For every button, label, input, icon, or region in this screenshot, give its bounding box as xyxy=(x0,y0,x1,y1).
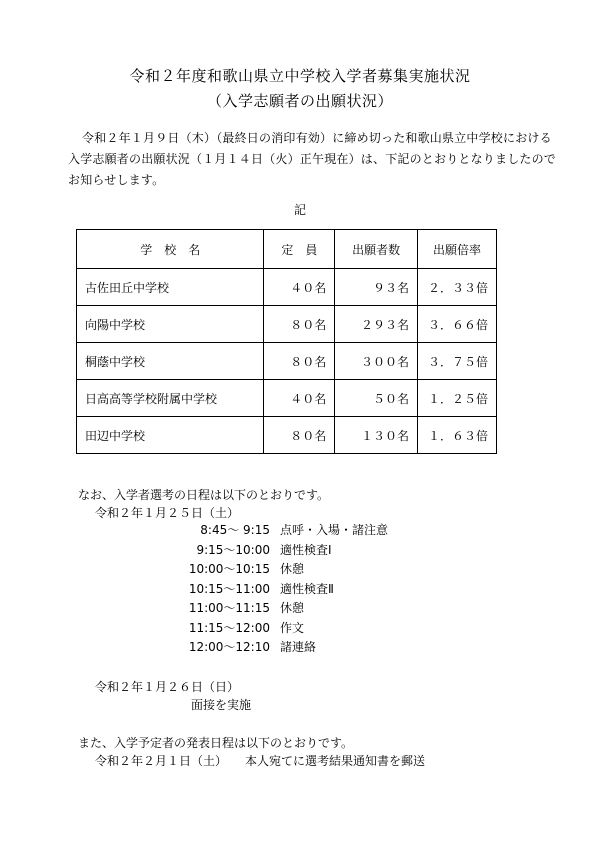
table-row xyxy=(77,417,497,454)
schedule-time: 11:00～11:15 xyxy=(188,601,270,615)
schedule-time: 9:15～10:00 xyxy=(196,542,270,557)
capacity-cell: ４０名 xyxy=(264,269,335,306)
table-row xyxy=(77,306,497,343)
school-name-cell: 日高高等学校附属中学校 xyxy=(77,380,264,417)
table-row xyxy=(77,343,497,380)
ratio-cell: １．６３倍 xyxy=(418,417,497,454)
intro-paragraph xyxy=(68,128,557,191)
ratio-cell: ３．６６倍 xyxy=(418,306,497,343)
schedule-item xyxy=(178,560,388,580)
document-subtitle: （入学志願者の出願状況） xyxy=(206,92,393,110)
document-title: 令和２年度和歌山県立中学校入学者募集実施状況 xyxy=(129,67,471,85)
schedule-time: 10:15～11:00 xyxy=(188,581,270,596)
announcement-text: 本人宛てに選考結果通知書を郵送 xyxy=(245,754,426,768)
header-applicants: 出願者数 xyxy=(335,230,418,269)
schedule-item xyxy=(178,521,388,541)
header-ratio: 出願倍率 xyxy=(418,230,497,269)
header-school-name: 学 校 名 xyxy=(77,230,264,269)
schedule-label: 点呼・入場・諸注意 xyxy=(280,523,389,537)
announcement-line xyxy=(95,751,425,771)
announcement-intro: また、入学予定者の発表日程は以下のとおりです。 xyxy=(78,736,354,750)
schedule-item xyxy=(178,638,388,658)
schedule-intro: なお、入学者選考の日程は以下のとおりです。 xyxy=(78,488,330,502)
table-row xyxy=(77,269,497,306)
ratio-cell: １．２５倍 xyxy=(418,380,497,417)
header-capacity: 定 員 xyxy=(264,230,335,269)
ratio-cell: ３．７５倍 xyxy=(418,343,497,380)
intro-line: 令和２年１月９日（木）（最終日の消印有効）に締め切った和歌山県立中学校における xyxy=(82,131,552,145)
applicants-cell: １３０名 xyxy=(335,417,418,454)
schedule-label: 適性検査Ⅰ xyxy=(280,542,332,557)
schedule-day2-date: 令和２年１月２６日（日） xyxy=(95,680,240,694)
ratio-cell: ２．３３倍 xyxy=(418,269,497,306)
schedule-time: 11:15～12:00 xyxy=(188,620,270,635)
applicants-cell: ５０名 xyxy=(335,380,418,417)
applicants-cell: ２９３名 xyxy=(335,306,418,343)
school-name-cell: 古佐田丘中学校 xyxy=(77,269,264,306)
schedule-item xyxy=(178,580,388,600)
school-name-cell: 田辺中学校 xyxy=(77,417,264,454)
schedule-list xyxy=(178,521,388,658)
application-status-table xyxy=(76,229,497,454)
schedule-item xyxy=(178,599,388,619)
capacity-cell: ８０名 xyxy=(264,417,335,454)
schedule-item xyxy=(178,541,388,561)
capacity-cell: ８０名 xyxy=(264,306,335,343)
school-name-cell: 向陽中学校 xyxy=(77,306,264,343)
schedule-label: 休憩 xyxy=(280,562,305,576)
school-name-cell: 桐蔭中学校 xyxy=(77,343,264,380)
schedule-label: 休憩 xyxy=(280,601,305,615)
schedule-time: 10:00～10:15 xyxy=(188,562,270,576)
table-header-row xyxy=(77,230,497,269)
schedule-item xyxy=(178,619,388,639)
schedule-time: 8:45～ 9:15 xyxy=(200,523,270,537)
schedule-day2-item: 面接を実施 xyxy=(191,698,252,712)
announcement-date: 令和２年２月１日（土） xyxy=(95,754,228,768)
intro-line: お知らせします。 xyxy=(68,173,165,187)
schedule-label: 適性検査Ⅱ xyxy=(280,581,334,596)
applicants-cell: ３００名 xyxy=(335,343,418,380)
capacity-cell: ４０名 xyxy=(264,380,335,417)
schedule-time: 12:00～12:10 xyxy=(188,640,270,654)
applicants-cell: ９３名 xyxy=(335,269,418,306)
capacity-cell: ８０名 xyxy=(264,343,335,380)
schedule-day1-date: 令和２年１月２５日（土） xyxy=(95,506,240,520)
schedule-label: 諸連絡 xyxy=(280,640,317,654)
intro-line: 入学志願者の出願状況（１月１４日（火）正午現在）は、下記のとおりとなりましたので xyxy=(68,152,557,166)
schedule-label: 作文 xyxy=(280,620,305,635)
table-row xyxy=(77,380,497,417)
ki-heading: 記 xyxy=(293,203,306,217)
